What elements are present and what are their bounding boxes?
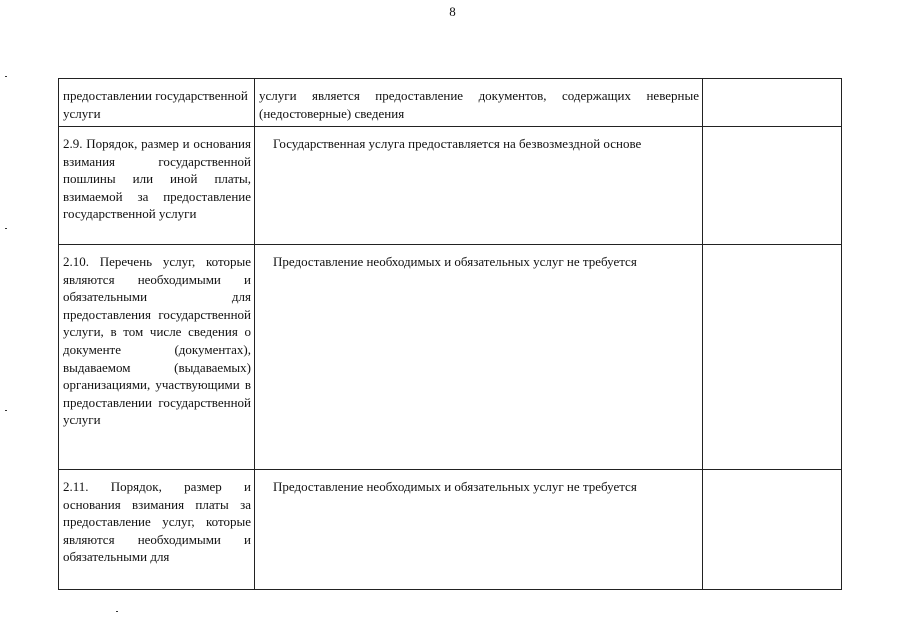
table-body <box>59 79 842 590</box>
margin-mark <box>5 410 7 411</box>
table-row <box>59 127 842 245</box>
page-number: 8 <box>449 4 456 19</box>
row-note-cell <box>703 470 842 590</box>
row-description-text: Государственная услуга предоставляется на безвозмездной основе <box>273 136 642 151</box>
row-description-text: Предоставление необходимых и обязательных услуг не требуется <box>273 254 637 269</box>
table-row <box>59 470 842 590</box>
row-description-cell <box>255 245 703 470</box>
row-name-text: 2.9. Порядок, размер и основания взимания государственной пошлины или иной платы, взимаемой за предоставление государственной услуги <box>63 136 251 222</box>
margin-mark <box>5 228 7 229</box>
row-description-cell <box>255 470 703 590</box>
row-name-cell <box>59 470 255 590</box>
regulation-table <box>58 78 842 590</box>
table-row <box>59 245 842 470</box>
row-note-cell <box>703 79 842 127</box>
row-name-text: 2.10. Перечень услуг, которые являются необходимыми и обязательными для предоставления государственной услуги, в том числе сведения о документе (документах), выдаваемом (выдаваемых) организациями, участвующими в предоставлении государственной услуги <box>63 254 251 428</box>
table-row <box>59 79 842 127</box>
margin-mark <box>116 611 118 612</box>
row-name-cell <box>59 127 255 245</box>
row-name-cell <box>59 245 255 470</box>
row-name-text: 2.11. Порядок, размер и основания взимания платы за предоставление услуг, которые являются необходимыми и обязательными для <box>63 479 251 565</box>
row-name-cell <box>59 79 255 127</box>
row-description-cell <box>255 79 703 127</box>
margin-mark <box>5 76 7 77</box>
row-description-text: услуги является предоставление документов, содержащих неверные (недостоверные) сведения <box>259 88 699 121</box>
row-name-text: предоставлении государственной услуги <box>63 88 248 121</box>
row-note-cell <box>703 127 842 245</box>
row-description-cell <box>255 127 703 245</box>
row-note-cell <box>703 245 842 470</box>
row-description-text: Предоставление необходимых и обязательных услуг не требуется <box>273 479 637 494</box>
